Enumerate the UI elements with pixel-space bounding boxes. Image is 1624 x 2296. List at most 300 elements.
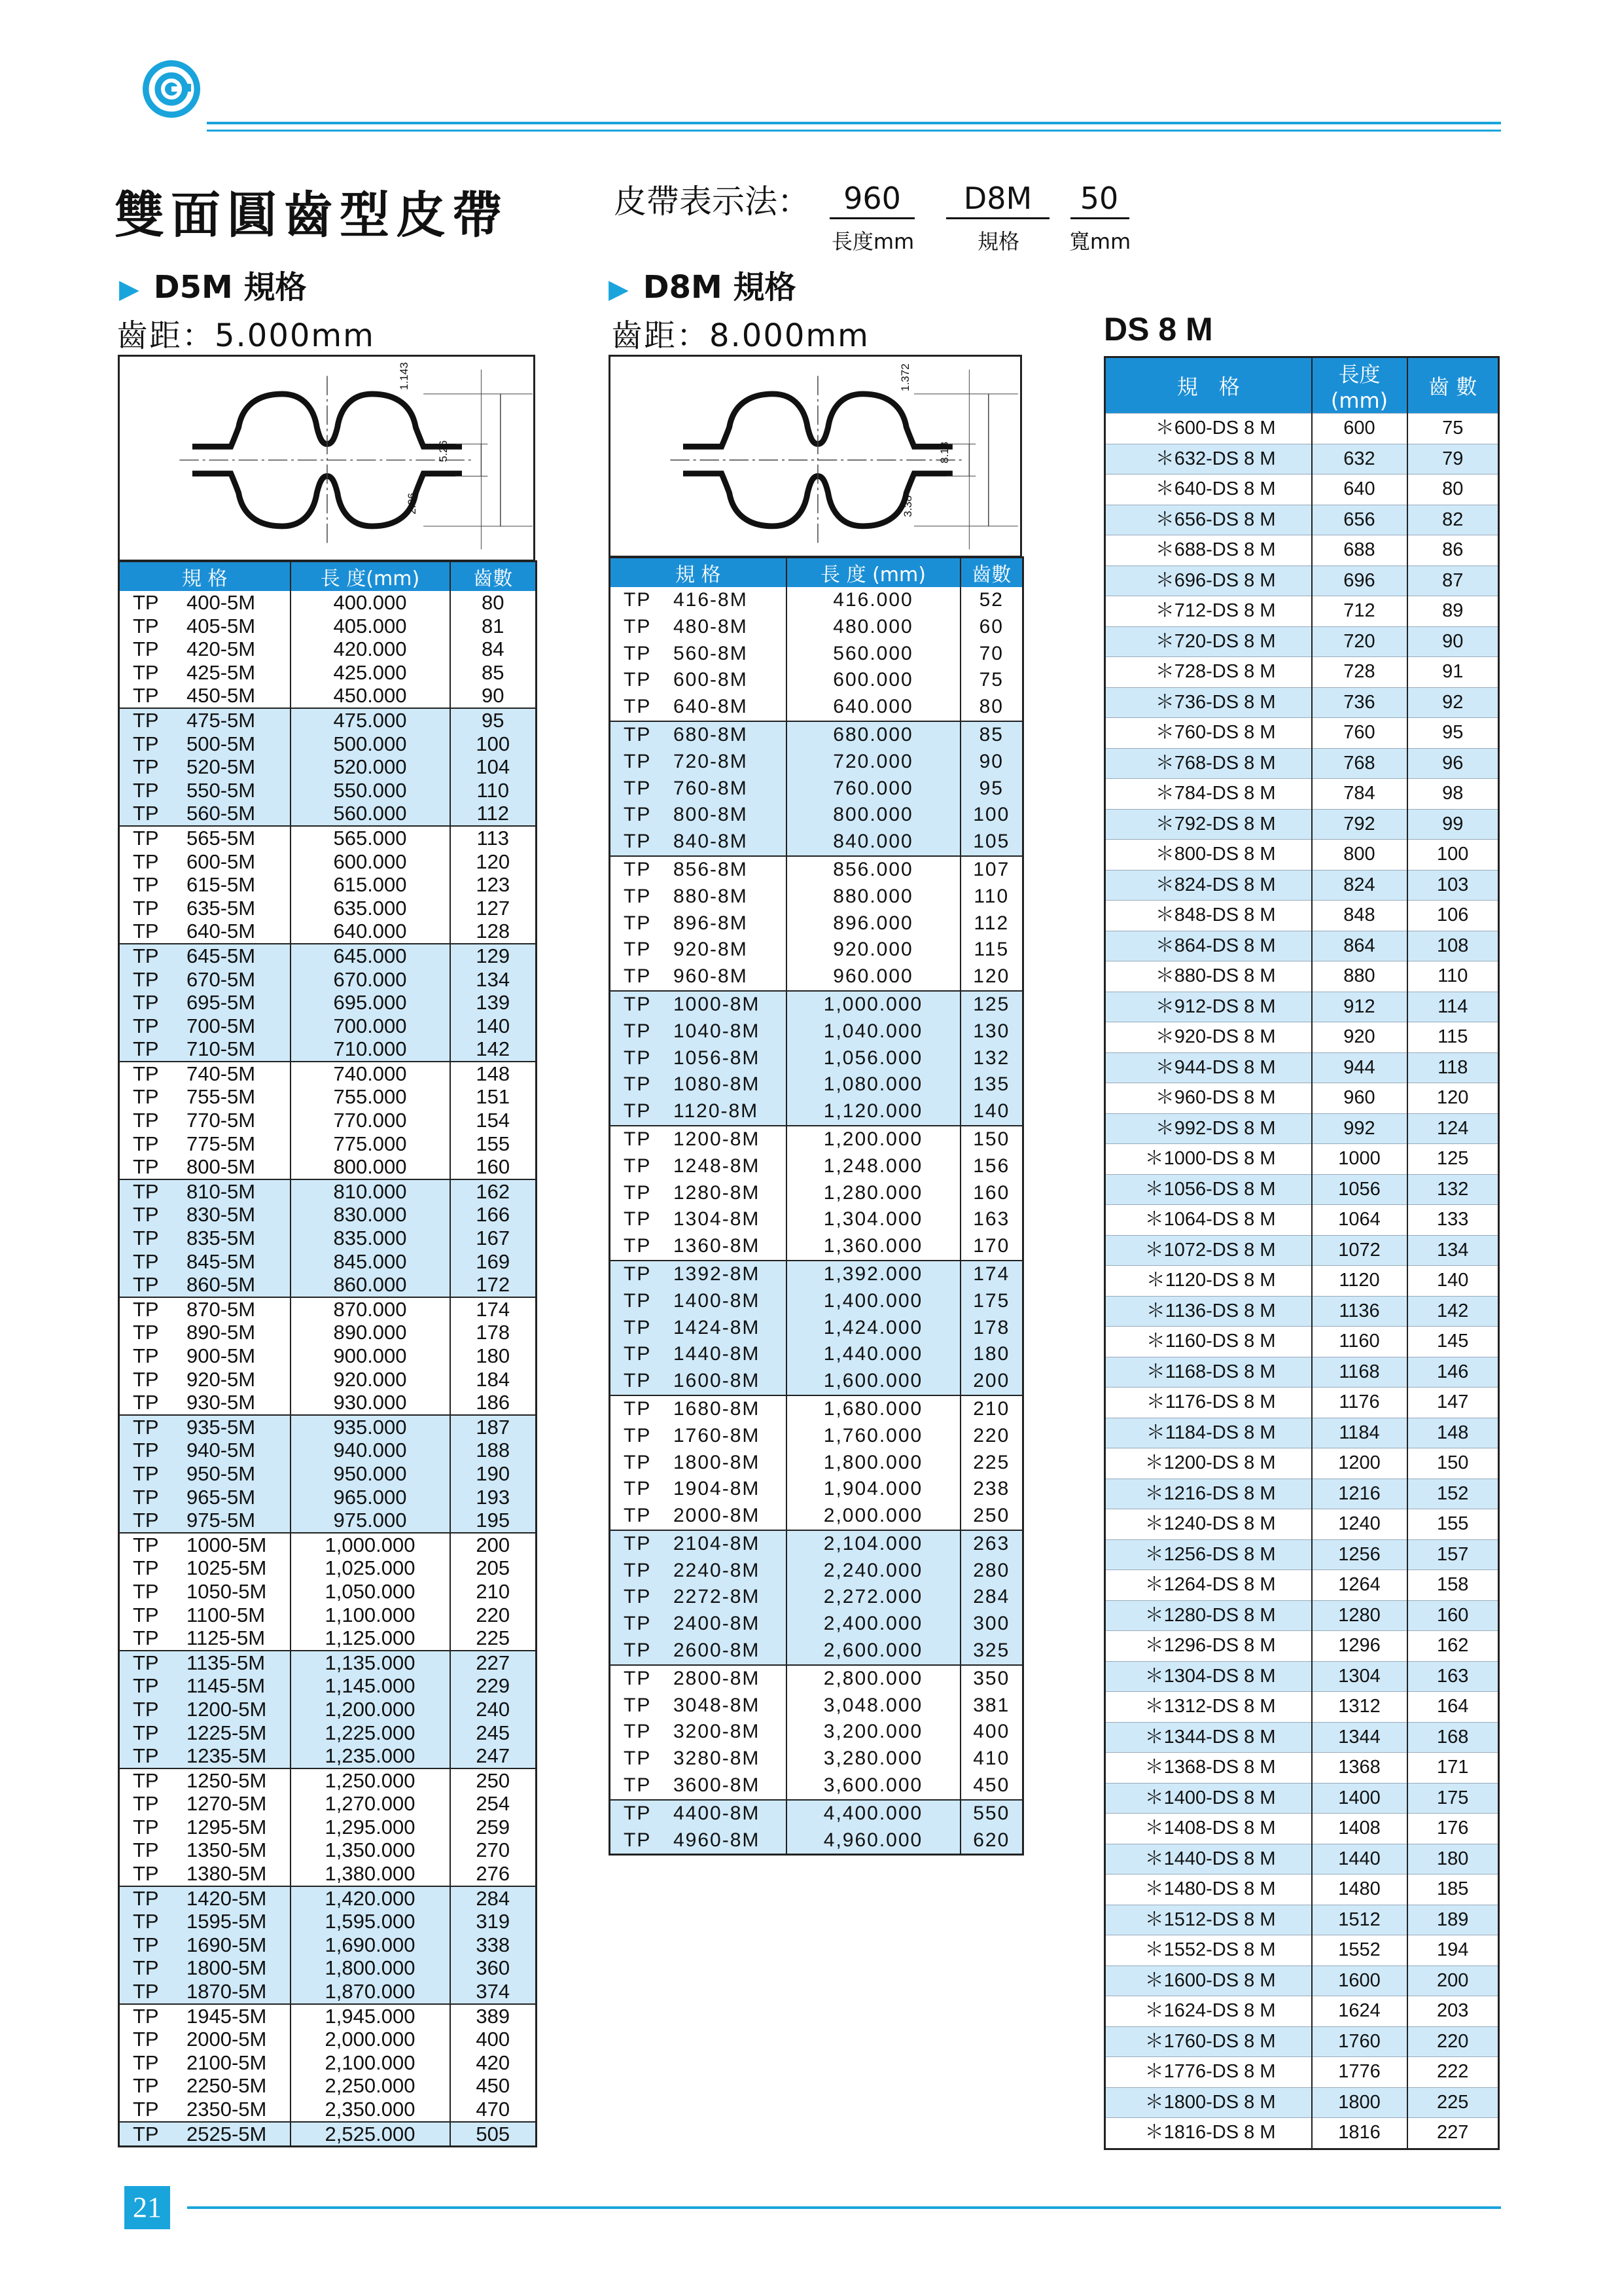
- table-cell: 166: [450, 1203, 537, 1227]
- ds8m-spec-table: [1104, 356, 1500, 2150]
- type-prefix: TP: [133, 920, 159, 943]
- type-prefix: TP: [624, 1774, 652, 1797]
- table-row: [1105, 1235, 1499, 1266]
- table-row: [119, 850, 537, 874]
- spec-cell: [610, 1450, 786, 1477]
- spec-cell: [119, 591, 291, 615]
- spec-cell: [119, 1037, 291, 1062]
- table-row: [610, 802, 1023, 829]
- table-row: [1105, 535, 1499, 566]
- table-cell: 645.000: [291, 944, 450, 968]
- table-cell: 1,125.000: [291, 1626, 450, 1651]
- type-prefix: TP: [624, 1289, 652, 1312]
- table-cell: 176: [1407, 1814, 1499, 1844]
- spec-cell: [119, 779, 291, 802]
- spec-code: 920-8M: [673, 939, 748, 961]
- spec-cell: [119, 1956, 291, 1980]
- table-row: [119, 920, 537, 944]
- spec-cell: [119, 873, 291, 897]
- table-cell: 129: [450, 944, 537, 968]
- table-cell: 1368: [1312, 1753, 1407, 1784]
- table-row: [119, 1651, 537, 1675]
- table-cell: 712: [1312, 596, 1407, 627]
- table-cell: 2,100.000: [291, 2051, 450, 2075]
- table-cell: 100: [961, 802, 1023, 829]
- table-cell: 1312: [1312, 1692, 1407, 1723]
- table-cell: 148: [450, 1062, 537, 1086]
- spec-cell: [119, 1486, 291, 1509]
- table-row: [119, 1109, 537, 1132]
- table-cell: 350: [961, 1665, 1023, 1693]
- table-cell: 600.000: [291, 850, 450, 874]
- spec-cell: [119, 1980, 291, 2004]
- type-prefix: TP: [133, 1132, 159, 1155]
- type-prefix: TP: [133, 1862, 159, 1886]
- table-cell: 1600: [1312, 1965, 1407, 1996]
- table-row: [119, 1415, 537, 1439]
- column-header: 齒數: [450, 562, 537, 592]
- table-row: [119, 1604, 537, 1627]
- table-row: [610, 1530, 1023, 1558]
- table-cell: 222: [1407, 2057, 1499, 2088]
- table-cell: 95: [1407, 718, 1499, 749]
- table-cell: ＊1312-DS 8 M: [1105, 1692, 1312, 1723]
- table-cell: 123: [450, 873, 537, 897]
- table-row: [610, 721, 1023, 749]
- table-cell: 90: [1407, 626, 1499, 657]
- table-row: [1105, 2118, 1499, 2149]
- spec-code: 2525-5M: [186, 2122, 267, 2145]
- spec-cell: [610, 991, 786, 1018]
- spec-code: 1080-8M: [673, 1073, 760, 1096]
- table-cell: 696: [1312, 565, 1407, 596]
- type-prefix: TP: [624, 1505, 652, 1527]
- table-cell: 389: [450, 2004, 537, 2028]
- spec-code: 1304-8M: [673, 1208, 760, 1230]
- triangle-bullet-icon: ▶: [119, 274, 139, 304]
- spec-code: 1420-5M: [186, 1886, 267, 1910]
- spec-cell: [610, 694, 786, 721]
- spec-cell: [119, 755, 291, 779]
- table-row: [1105, 1388, 1499, 1418]
- table-cell: 80: [961, 694, 1023, 721]
- table-row: [119, 1533, 537, 1557]
- spec-code: 755-5M: [186, 1085, 256, 1109]
- type-prefix: TP: [133, 755, 159, 779]
- spec-code: 615-5M: [186, 873, 256, 897]
- table-row: [1105, 1357, 1499, 1388]
- table-cell: 84: [450, 637, 537, 661]
- table-cell: 1,392.000: [786, 1261, 961, 1288]
- table-cell: ＊600-DS 8 M: [1105, 414, 1312, 444]
- type-prefix: TP: [133, 1579, 159, 1603]
- column-header: 齒 數: [1407, 357, 1499, 414]
- table-cell: 400: [961, 1719, 1023, 1746]
- spec-cell: [119, 1839, 291, 1862]
- table-cell: 52: [961, 587, 1023, 614]
- table-cell: ＊1240-DS 8 M: [1105, 1509, 1312, 1540]
- table-cell: 1,225.000: [291, 1721, 450, 1745]
- table-cell: 245: [450, 1721, 537, 1745]
- table-cell: 560.000: [786, 641, 961, 668]
- table-cell: 940.000: [291, 1439, 450, 1462]
- table-row: [610, 1045, 1023, 1072]
- table-cell: 158: [1407, 1570, 1499, 1601]
- spec-code: 880-8M: [673, 885, 748, 907]
- spec-code: 935-5M: [186, 1415, 256, 1439]
- table-cell: 140: [961, 1098, 1023, 1126]
- table-row: [119, 991, 537, 1014]
- d8m-dim-h3: 3.38: [902, 495, 914, 517]
- notation-length-value: 960: [843, 181, 901, 216]
- d8m-dim-h1: 1.372: [899, 363, 911, 391]
- spec-code: 1000-8M: [673, 993, 760, 1015]
- spec-code: 1440-8M: [673, 1343, 760, 1365]
- table-cell: 205: [450, 1556, 537, 1580]
- table-row: [610, 1827, 1023, 1855]
- table-row: [119, 1462, 537, 1486]
- spec-code: 2100-5M: [186, 2051, 267, 2074]
- table-row: [119, 1956, 537, 1980]
- table-cell: 1,080.000: [786, 1071, 961, 1098]
- table-cell: 110: [961, 884, 1023, 910]
- spec-cell: [610, 1503, 786, 1530]
- spec-cell: [119, 1273, 291, 1297]
- type-prefix: TP: [133, 1321, 159, 1344]
- table-cell: ＊920-DS 8 M: [1105, 1022, 1312, 1053]
- table-row: [1105, 992, 1499, 1022]
- spec-cell: [119, 1227, 291, 1250]
- type-prefix: TP: [624, 1559, 652, 1581]
- spec-cell: [119, 615, 291, 638]
- table-cell: 160: [450, 1155, 537, 1179]
- table-cell: 710.000: [291, 1037, 450, 1062]
- table-cell: 195: [450, 1509, 537, 1533]
- table-cell: ＊824-DS 8 M: [1105, 870, 1312, 901]
- spec-cell: [119, 1062, 291, 1086]
- type-prefix: TP: [133, 2004, 159, 2028]
- table-cell: 142: [450, 1037, 537, 1062]
- notation-spec-caption: 規格: [977, 229, 1019, 254]
- table-cell: 792: [1312, 809, 1407, 840]
- table-cell: 800.000: [786, 802, 961, 829]
- table-cell: 132: [961, 1045, 1023, 1072]
- table-row: [119, 1227, 537, 1250]
- spec-cell: [119, 897, 291, 920]
- d5m-heading: ▶ D5M 規格: [119, 269, 307, 306]
- notation-width-caption: 寬mm: [1068, 229, 1131, 254]
- table-cell: ＊1200-DS 8 M: [1105, 1448, 1312, 1479]
- spec-code: 500-5M: [186, 732, 256, 755]
- table-cell: 1,440.000: [786, 1341, 961, 1368]
- spec-code: 1690-5M: [186, 1933, 267, 1956]
- table-cell: 169: [450, 1250, 537, 1274]
- spec-cell: [119, 2122, 291, 2147]
- type-prefix: TP: [624, 1478, 652, 1500]
- table-cell: 728: [1312, 657, 1407, 688]
- table-row: [610, 884, 1023, 910]
- table-cell: 89: [1407, 596, 1499, 627]
- spec-cell: [610, 910, 786, 937]
- table-cell: 81: [450, 615, 537, 638]
- table-cell: 160: [1407, 1600, 1499, 1631]
- table-cell: ＊1056-DS 8 M: [1105, 1174, 1312, 1205]
- table-header-row: [1105, 357, 1499, 414]
- table-cell: 992: [1312, 1113, 1407, 1144]
- page-title: 雙面圓齒型皮帶: [115, 186, 508, 244]
- table-cell: 450: [961, 1772, 1023, 1800]
- table-cell: 1,000.000: [786, 991, 961, 1018]
- spec-code: 775-5M: [186, 1132, 256, 1155]
- table-cell: 1,400.000: [786, 1288, 961, 1315]
- table-row: [1105, 626, 1499, 657]
- column-header: 規 格: [1105, 357, 1312, 414]
- table-cell: 70: [961, 641, 1023, 668]
- table-cell: 190: [450, 1462, 537, 1486]
- table-cell: 848: [1312, 901, 1407, 931]
- spec-cell: [119, 1604, 291, 1627]
- spec-cell: [119, 1556, 291, 1580]
- table-cell: 1160: [1312, 1327, 1407, 1357]
- table-cell: 2,104.000: [786, 1530, 961, 1558]
- spec-cell: [119, 1085, 291, 1109]
- table-cell: 148: [1407, 1418, 1499, 1448]
- table-cell: 170: [961, 1233, 1023, 1261]
- table-cell: 193: [450, 1486, 537, 1509]
- table-header-row: [119, 562, 537, 592]
- table-cell: 1,040.000: [786, 1018, 961, 1045]
- spec-code: 930-5M: [186, 1391, 256, 1414]
- table-row: [1105, 779, 1499, 810]
- type-prefix: TP: [624, 1802, 652, 1824]
- table-cell: 220: [961, 1423, 1023, 1450]
- table-cell: 150: [961, 1126, 1023, 1153]
- table-cell: 184: [450, 1368, 537, 1391]
- table-row: [1105, 840, 1499, 870]
- table-cell: 768: [1312, 748, 1407, 779]
- table-cell: 1,250.000: [291, 1768, 450, 1793]
- spec-cell: [610, 1315, 786, 1342]
- table-cell: 824: [1312, 870, 1407, 901]
- table-row: [1105, 1905, 1499, 1935]
- spec-cell: [610, 1800, 786, 1827]
- spec-cell: [119, 1933, 291, 1957]
- table-row: [1105, 1022, 1499, 1053]
- table-cell: 124: [1407, 1113, 1499, 1144]
- type-prefix: TP: [624, 1100, 652, 1122]
- table-cell: 167: [450, 1227, 537, 1250]
- table-cell: ＊1368-DS 8 M: [1105, 1753, 1312, 1784]
- table-cell: 1,304.000: [786, 1206, 961, 1233]
- table-row: [610, 1800, 1023, 1827]
- table-row: [1105, 1661, 1499, 1692]
- table-cell: 110: [450, 779, 537, 802]
- spec-code: 740-5M: [186, 1062, 256, 1085]
- type-prefix: TP: [133, 778, 159, 802]
- spec-cell: [610, 1638, 786, 1665]
- table-cell: 420.000: [291, 637, 450, 661]
- table-row: [119, 1203, 537, 1227]
- table-cell: 145: [1407, 1327, 1499, 1357]
- d8m-pitch: 齒距：8.000mm: [611, 317, 870, 354]
- spec-code: 1945-5M: [186, 2004, 267, 2028]
- table-cell: 920.000: [291, 1368, 450, 1391]
- table-cell: 238: [961, 1476, 1023, 1503]
- table-cell: 210: [961, 1395, 1023, 1423]
- table-cell: 82: [1407, 505, 1499, 535]
- table-cell: ＊912-DS 8 M: [1105, 992, 1312, 1022]
- spec-code: 560-8M: [673, 642, 748, 664]
- table-cell: ＊1168-DS 8 M: [1105, 1357, 1312, 1388]
- table-cell: 254: [450, 1792, 537, 1816]
- spec-code: 1145-5M: [186, 1674, 266, 1698]
- table-row: [119, 732, 537, 756]
- spec-cell: [119, 1509, 291, 1533]
- table-row: [610, 1772, 1023, 1800]
- table-row: [610, 1476, 1023, 1503]
- table-cell: 160: [961, 1180, 1023, 1207]
- spec-cell: [119, 2098, 291, 2122]
- spec-cell: [119, 637, 291, 661]
- spec-code: 1225-5M: [186, 1721, 267, 1744]
- table-cell: 125: [1407, 1144, 1499, 1175]
- table-row: [119, 2028, 537, 2051]
- spec-code: 1040-8M: [673, 1020, 760, 1042]
- type-prefix: TP: [133, 1626, 159, 1650]
- spec-code: 3200-8M: [673, 1721, 760, 1743]
- spec-cell: [119, 1533, 291, 1557]
- table-cell: 104: [450, 755, 537, 779]
- table-cell: 225: [961, 1450, 1023, 1477]
- table-cell: 1240: [1312, 1509, 1407, 1540]
- table-cell: 135: [961, 1071, 1023, 1098]
- type-prefix: TP: [624, 965, 652, 988]
- table-cell: 912: [1312, 992, 1407, 1022]
- type-prefix: TP: [133, 1744, 159, 1768]
- table-cell: 175: [961, 1288, 1023, 1315]
- type-prefix: TP: [624, 1208, 652, 1230]
- spec-code: 1050-5M: [186, 1579, 267, 1603]
- type-prefix: TP: [133, 1697, 159, 1721]
- table-cell: ＊1624-DS 8 M: [1105, 1996, 1312, 2027]
- table-cell: 770.000: [291, 1109, 450, 1132]
- table-cell: 95: [450, 708, 537, 732]
- spec-cell: [610, 1341, 786, 1368]
- spec-code: 2104-8M: [673, 1532, 760, 1554]
- spec-code: 1360-8M: [673, 1235, 760, 1257]
- spec-cell: [119, 1910, 291, 1933]
- table-cell: 1264: [1312, 1570, 1407, 1601]
- table-cell: 1,380.000: [291, 1862, 450, 1886]
- table-row: [119, 2122, 537, 2147]
- table-cell: 475.000: [291, 708, 450, 732]
- table-row: [119, 2098, 537, 2122]
- table-cell: 1,904.000: [786, 1476, 961, 1503]
- type-prefix: TP: [133, 967, 159, 991]
- table-cell: 240: [450, 1698, 537, 1721]
- table-row: [1105, 657, 1499, 688]
- table-row: [1105, 1448, 1499, 1479]
- spec-code: 2400-8M: [673, 1613, 760, 1635]
- table-row: [610, 1288, 1023, 1315]
- spec-cell: [610, 641, 786, 668]
- table-row: [610, 614, 1023, 641]
- table-cell: 615.000: [291, 873, 450, 897]
- spec-code: 700-5M: [186, 1014, 256, 1037]
- table-cell: 220: [1407, 2026, 1499, 2057]
- type-prefix: TP: [133, 1792, 159, 1816]
- table-cell: 2,525.000: [291, 2122, 450, 2147]
- table-row: [1105, 718, 1499, 749]
- table-row: [610, 641, 1023, 668]
- table-cell: 90: [450, 684, 537, 708]
- type-prefix: TP: [624, 615, 652, 637]
- table-cell: ＊1216-DS 8 M: [1105, 1479, 1312, 1509]
- spec-cell: [119, 1368, 291, 1391]
- spec-cell: [119, 1862, 291, 1886]
- type-prefix: TP: [133, 1462, 159, 1485]
- table-cell: 1256: [1312, 1539, 1407, 1570]
- spec-cell: [119, 826, 291, 850]
- spec-cell: [610, 1368, 786, 1395]
- spec-code: 1125-5M: [186, 1626, 266, 1650]
- spec-cell: [610, 614, 786, 641]
- table-row: [1105, 1083, 1499, 1114]
- table-cell: 755.000: [291, 1085, 450, 1109]
- table-row: [119, 2074, 537, 2098]
- spec-code: 1200-5M: [186, 1697, 267, 1721]
- spec-cell: [119, 1155, 291, 1179]
- spec-cell: [610, 1206, 786, 1233]
- spec-code: 830-5M: [186, 1203, 256, 1227]
- table-row: [1105, 1844, 1499, 1874]
- table-cell: 1,135.000: [291, 1651, 450, 1675]
- spec-code: 450-5M: [186, 684, 256, 708]
- table-cell: 775.000: [291, 1132, 450, 1156]
- table-cell: 188: [450, 1439, 537, 1462]
- type-prefix: TP: [624, 777, 652, 799]
- spec-code: 2800-8M: [673, 1667, 760, 1689]
- type-prefix: TP: [133, 1439, 159, 1462]
- type-prefix: TP: [624, 804, 652, 826]
- table-cell: 100: [1407, 840, 1499, 870]
- table-row: [1105, 505, 1499, 535]
- table-cell: 200: [1407, 1965, 1499, 1996]
- table-cell: 4,400.000: [786, 1800, 961, 1827]
- page-number: 21: [124, 2186, 170, 2229]
- table-row: [1105, 961, 1499, 992]
- spec-cell: [119, 1321, 291, 1344]
- table-cell: ＊1064-DS 8 M: [1105, 1205, 1312, 1236]
- table-row: [1105, 809, 1499, 840]
- type-prefix: TP: [133, 732, 159, 755]
- table-cell: 600: [1312, 414, 1407, 444]
- table-cell: 98: [1407, 779, 1499, 810]
- table-cell: ＊1440-DS 8 M: [1105, 1844, 1312, 1874]
- table-row: [119, 1062, 537, 1086]
- table-row: [119, 944, 537, 968]
- type-prefix: TP: [133, 1249, 159, 1273]
- table-row: [610, 1126, 1023, 1153]
- table-row: [1105, 444, 1499, 475]
- table-cell: 140: [1407, 1266, 1499, 1297]
- table-row: [119, 1792, 537, 1816]
- table-row: [610, 1423, 1023, 1450]
- type-prefix: TP: [133, 2098, 159, 2121]
- type-prefix: TP: [133, 1391, 159, 1414]
- spec-cell: [610, 802, 786, 829]
- spec-code: 4400-8M: [673, 1802, 760, 1824]
